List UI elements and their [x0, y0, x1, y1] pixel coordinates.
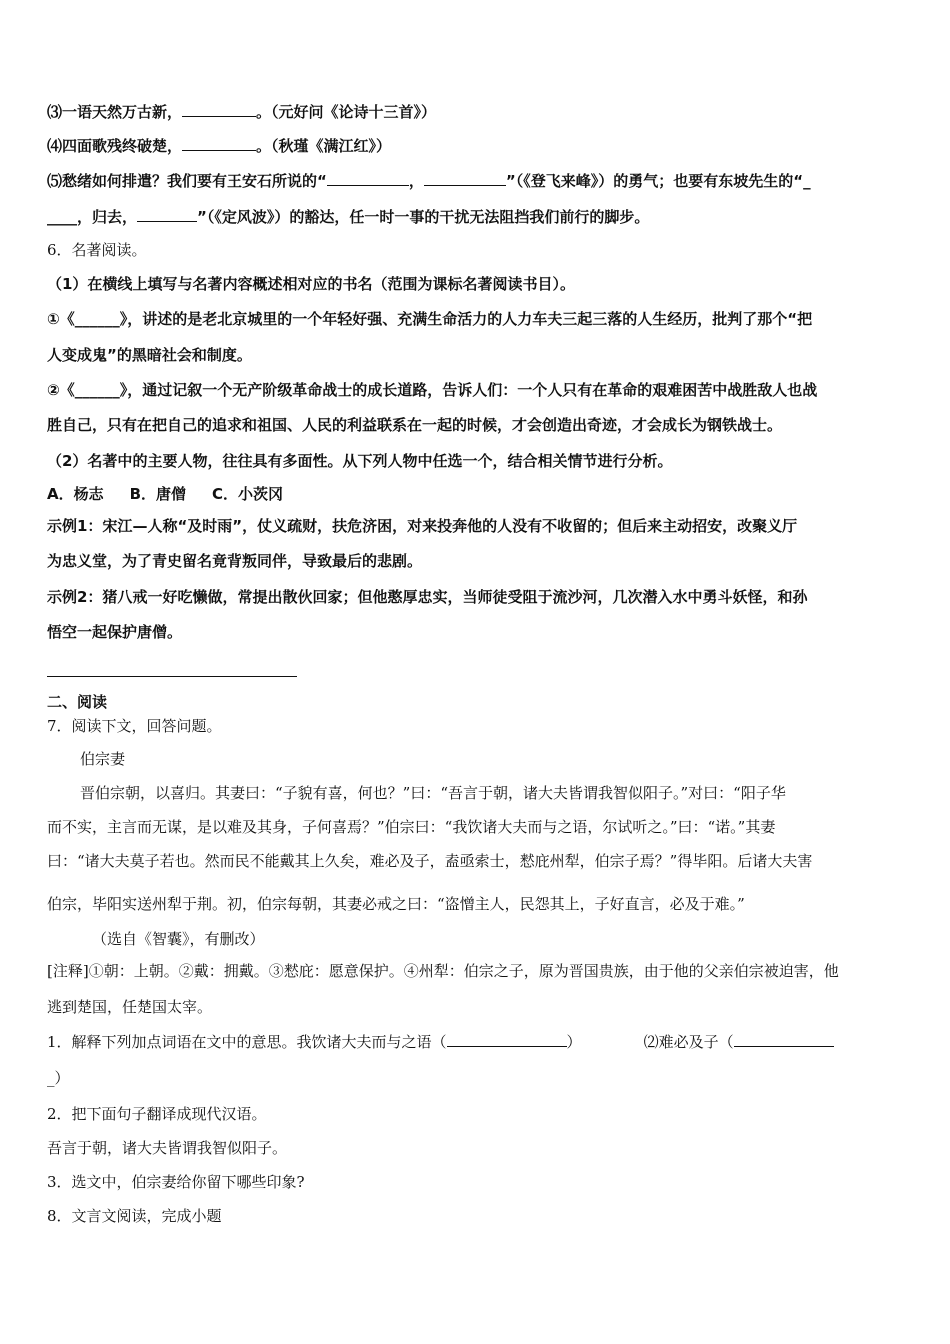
q7-sub1-line1: 1．解释下列加点词语在文中的意思。我饮诸大夫而与之语（ ） ⑵难必及子（: [47, 1032, 834, 1052]
q5-item4: ⑷四面歌残终破楚， 。（秋瑾《满江红》）: [47, 137, 392, 155]
option-b[interactable]: B．唐僧: [129, 485, 187, 503]
answer-line[interactable]: [47, 676, 297, 677]
q7-sub3: 3．选文中，伯宗妻给你留下哪些印象?: [47, 1173, 305, 1191]
q6-example1-line1: 示例1：宋江—人称“及时雨”，仗义疏财，扶危济困，对来投奔他的人没有不收留的；但后来主动招安，改聚义厅: [47, 517, 798, 535]
q5-item3: ⑶一语天然万古新， 。（元好问《论诗十三首》）: [47, 103, 437, 121]
section2-heading: 二、阅读: [47, 693, 108, 711]
q7-sub2-sentence: 吾言于朝，诸大夫皆谓我智似阳子。: [47, 1139, 288, 1157]
q6-example2-line1: 示例2：猪八戒一好吃懒做，常提出散伙回家；但他憨厚忠实，当师徒受阻于流沙河，几次潜入水中勇斗妖怪，和孙: [47, 588, 808, 606]
note-line2: 逃到楚国，任楚国太宰。: [47, 998, 213, 1016]
passage-line: 曰：“诸大夫莫子若也。然而民不能戴其上久矣，难必及子，盍亟索士，慭庇州犁，伯宗子焉？”得毕阳。后诸大夫害: [47, 852, 813, 870]
passage-source: （选自《智囊》，有删改）: [92, 930, 265, 948]
q6-part1: （1）在横线上填写与名著内容概述相对应的书名（范围为课标名著阅读书目）。: [47, 275, 575, 293]
passage-line: 而不实，主言而无谋，是以难及其身，子何喜焉？”伯宗曰：“我饮诸大夫而与之语，尔试听之。”曰：“诺。”其妻: [47, 818, 776, 836]
q6-item2-line2: 胜自己，只有在把自己的追求和祖国、人民的利益联系在一起的时候，才会创造出奇迹，才会成长为钢铁战士。: [47, 416, 783, 434]
q7-sub2: 2．把下面句子翻译成现代汉语。: [47, 1105, 267, 1123]
q6-example2-line2: 悟空一起保护唐僧。: [47, 623, 183, 641]
answer-blank[interactable]: [137, 207, 197, 222]
answer-blank[interactable]: [327, 171, 409, 186]
q6-title: 6．名著阅读。: [47, 241, 147, 259]
q5-item5-line1: ⑸愁绪如何排遣？我们要有王安石所说的“ ， ”（《登飞来峰》）的勇气；也要有东坡先生的“_: [47, 172, 811, 190]
passage-line: 伯宗，毕阳实送州犁于荆。初，伯宗每朝，其妻必戒之曰：“盗憎主人，民怨其上，子好直言，必及于难。”: [47, 895, 745, 913]
option-a[interactable]: A．杨志: [47, 485, 104, 503]
q6-item1-line2: 人变成鬼”的黑暗社会和制度。: [47, 346, 252, 364]
answer-blank[interactable]: [447, 1032, 567, 1047]
q6-item1-line1: ①《______》，讲述的是老北京城里的一个年轻好强、充满生命活力的人力车夫三起三落的人生经历，批判了那个“把: [47, 310, 813, 328]
q6-item2-line1: ②《______》，通过记叙一个无产阶级革命战士的成长道路，告诉人们：一个人只有在革命的艰难困苦中战胜敌人也战: [47, 381, 818, 399]
answer-blank[interactable]: [182, 102, 256, 117]
q6-example1-line2: 为忠义堂，为了青史留名竟背叛同伴，导致最后的悲剧。: [47, 552, 423, 570]
q7-title: 7．阅读下文，回答问题。: [47, 717, 222, 735]
q6-options: [47, 484, 283, 504]
passage-line: 晋伯宗朝，以喜归。其妻曰：“子貌有喜，何也？”曰：“吾言于朝，诸大夫皆谓我智似阳子。”对曰：“阳子华: [80, 784, 786, 802]
q7-sub1-line2: _）: [47, 1069, 70, 1087]
option-c[interactable]: C．小茨冈: [212, 485, 284, 503]
answer-blank[interactable]: [182, 136, 256, 151]
q8-title: 8．文言文阅读，完成小题: [47, 1207, 222, 1225]
q5-item5-line2: ____，归去， ”（《定风波》）的豁达，任一时一事的干扰无法阻挡我们前行的脚步。: [47, 208, 650, 226]
q6-part2: （2）名著中的主要人物，往往具有多面性。从下列人物中任选一个，结合相关情节进行分析。: [47, 452, 673, 470]
answer-blank[interactable]: [734, 1032, 834, 1047]
note-line1: [注释]①朝：上朝。②戴：拥戴。③慭庇：愿意保护。④州犁：伯宗之子，原为晋国贵族，由于他的父亲伯宗被迫害，他: [47, 962, 839, 980]
answer-blank[interactable]: [424, 171, 506, 186]
passage-title: 伯宗妻: [80, 750, 126, 768]
